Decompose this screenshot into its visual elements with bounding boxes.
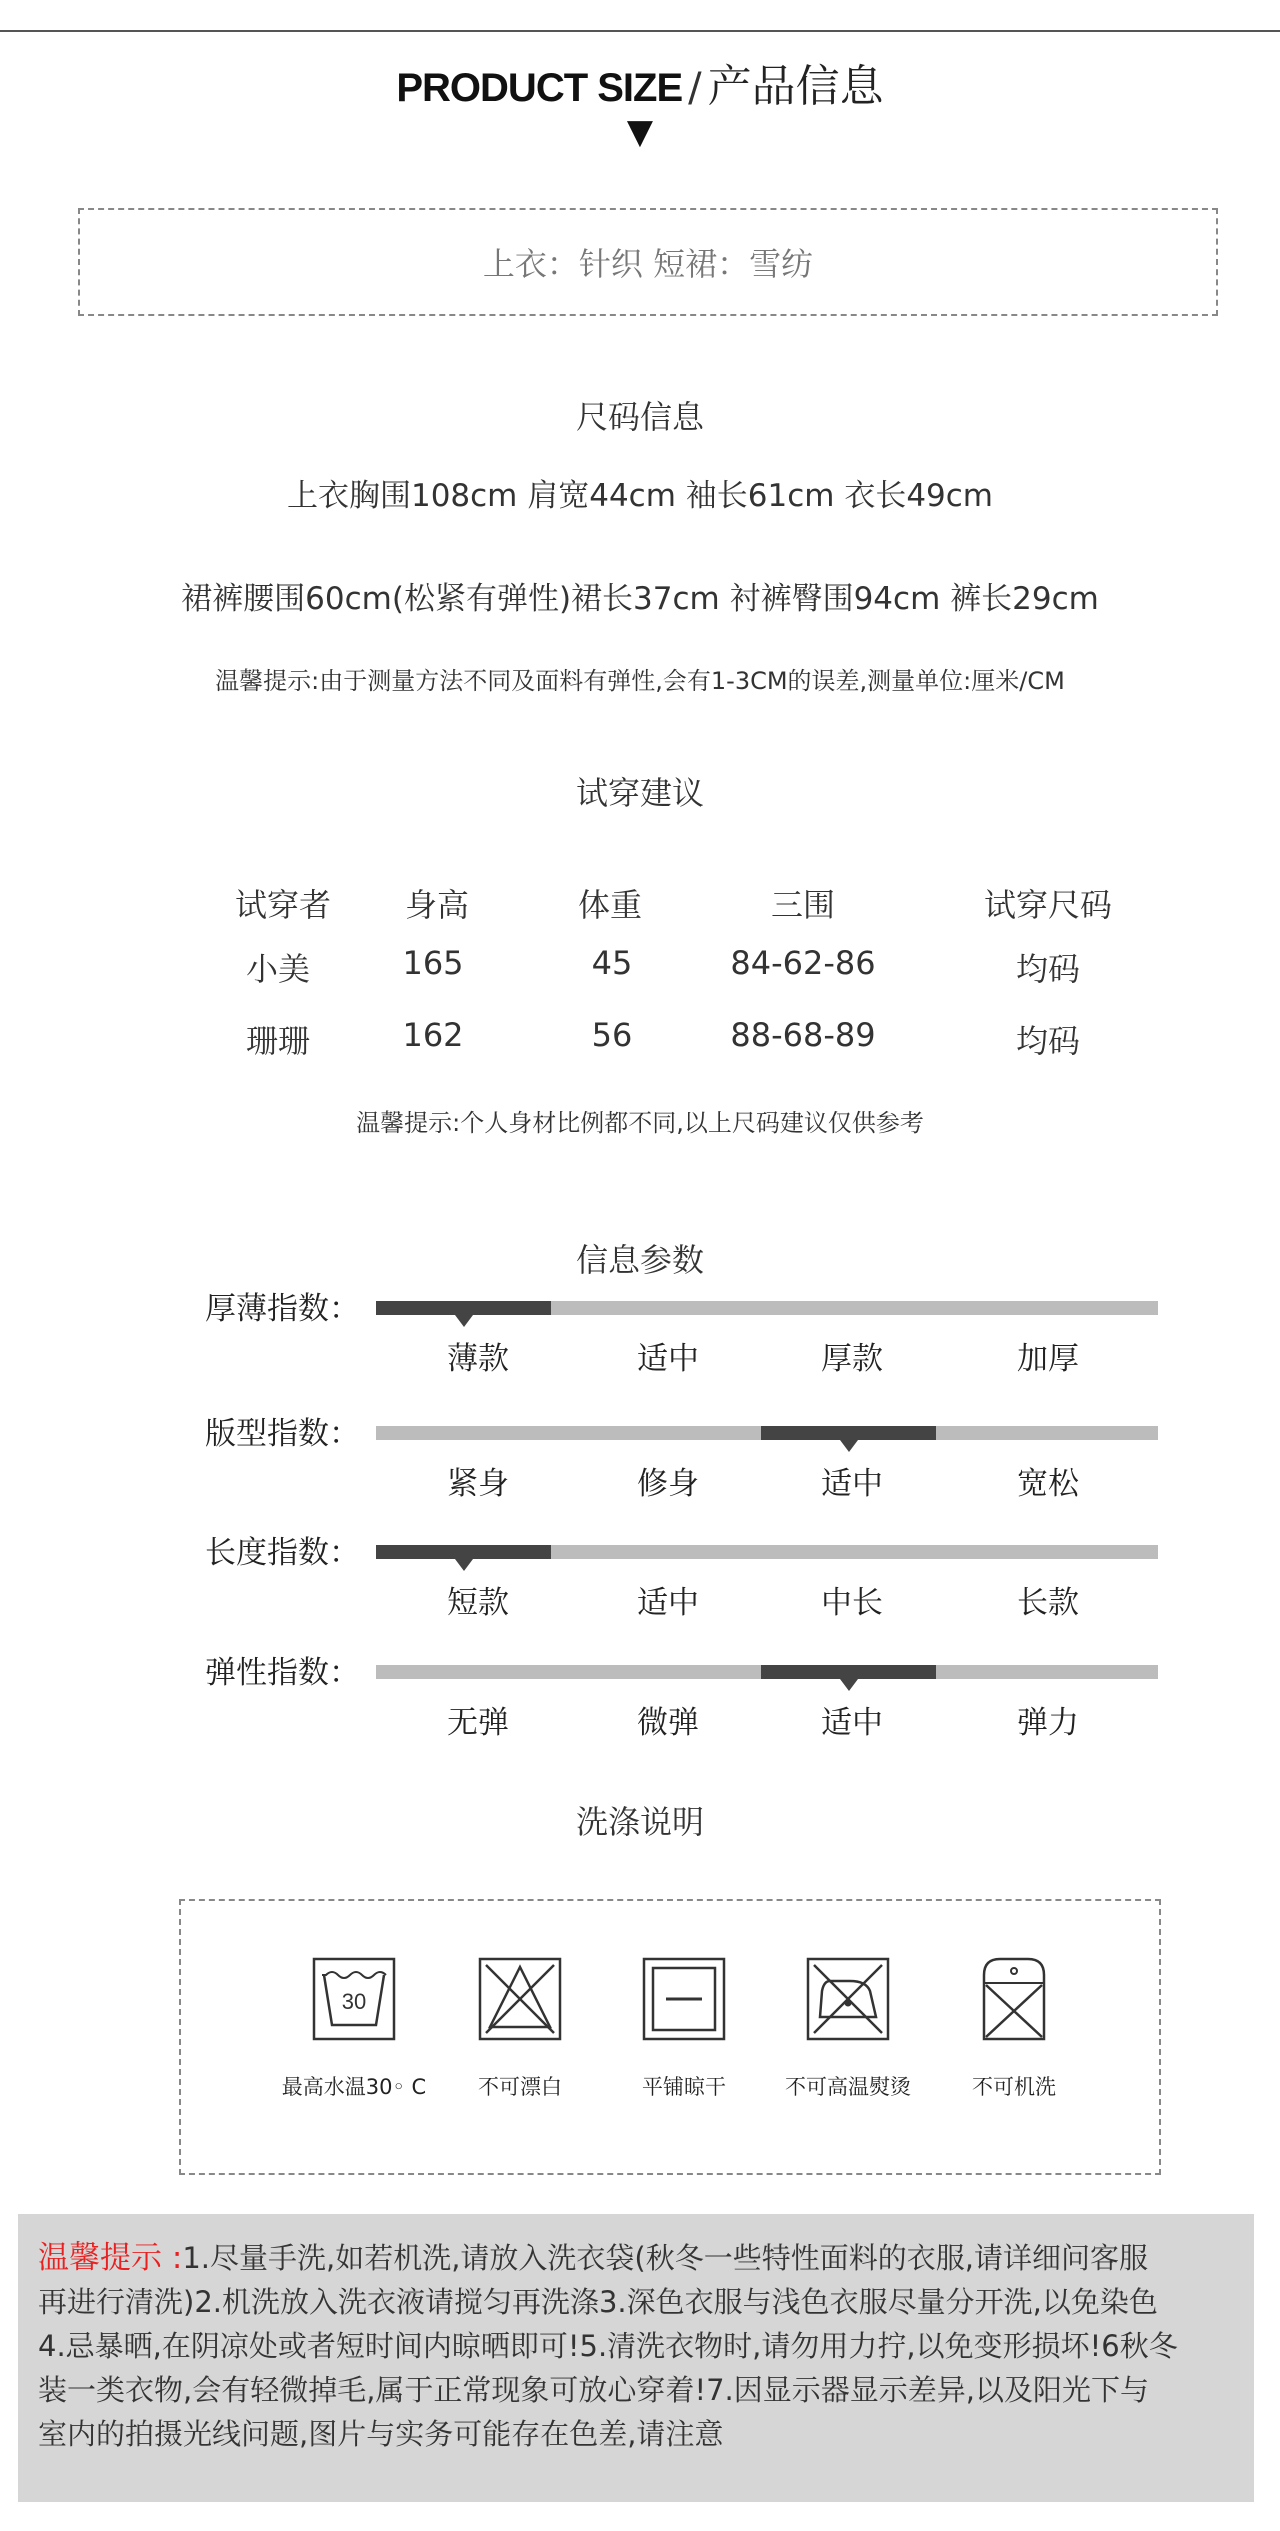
index-marker: [376, 1301, 551, 1315]
index-option: 中长: [821, 1585, 883, 1621]
index-option: 厚款: [821, 1341, 883, 1377]
fit-cell: 56: [591, 1016, 633, 1054]
index-label: 弹性指数：: [205, 1655, 360, 1691]
notice-line: 装一类衣物,会有轻微掉毛,属于正常现象可放心穿着!7.因显示器显示差异,以及阳光下与: [38, 2373, 1149, 2407]
fit-cell: 165: [402, 944, 464, 982]
index-marker: [761, 1426, 936, 1440]
index-option: 适中: [821, 1466, 883, 1502]
header-title-en: PRODUCT SIZE: [396, 66, 683, 110]
index-track: [376, 1545, 1158, 1559]
notice-box: [18, 2214, 1254, 2502]
no-machine-wash-icon: [980, 1957, 1048, 2041]
fit-cell: 45: [591, 944, 633, 982]
wash-title: 洗涤说明: [575, 1803, 704, 1841]
index-option: 弹力: [1017, 1705, 1079, 1741]
wash-label: 不可高温熨烫: [785, 2075, 911, 2099]
index-label: 版型指数：: [205, 1416, 360, 1452]
dry-flat-icon: [642, 1957, 726, 2041]
notice-line: 再进行清洗)2.机洗放入洗衣液请搅匀再洗涤3.深色衣服与浅色衣服尽量分开洗,以免染色: [38, 2285, 1158, 2319]
material-box: [78, 208, 1218, 316]
index-label: 长度指数：: [205, 1535, 360, 1571]
fit-cell: 均码: [1015, 950, 1080, 988]
wash-30-icon: [312, 1957, 396, 2041]
index-track: [376, 1301, 1158, 1315]
fit-cell: 162: [402, 1016, 464, 1054]
no-iron-icon: [806, 1957, 890, 2041]
wash-label: 不可机洗: [972, 2075, 1056, 2099]
notice-line: 4.忌暴晒,在阴凉处或者短时间内晾晒即可!5.清洗衣物时,请勿用力拧,以免变形损坏!6秋冬: [38, 2329, 1178, 2363]
fit-cell: 88-68-89: [730, 1016, 876, 1054]
header-title-cn: 产品信息: [707, 61, 884, 112]
index-option: 长款: [1017, 1585, 1079, 1621]
fit-header-cell: 试穿尺码: [983, 886, 1112, 924]
wash-temp: 30: [341, 1989, 367, 2014]
index-option: 加厚: [1017, 1341, 1079, 1377]
index-option: 短款: [447, 1585, 509, 1621]
notice-label: 温馨提示 :: [38, 2240, 183, 2276]
down-arrow-icon: ▼: [626, 112, 654, 152]
size-bottom-line: 裙裤腰围60cm(松紧有弹性)裙长37cm 衬裤臀围94cm 裤长29cm: [181, 581, 1099, 617]
index-option: 微弹: [637, 1705, 699, 1741]
wash-box: [179, 1899, 1161, 2175]
no-bleach-icon: [478, 1957, 562, 2041]
wash-label: 最高水温30◦ C: [281, 2075, 427, 2099]
fit-advice-title: 试穿建议: [575, 774, 704, 812]
index-track: [376, 1665, 1158, 1679]
notice-line: [38, 2236, 1234, 2280]
header-separator: /: [688, 65, 702, 111]
wash-item: [264, 1957, 444, 2101]
index-option: 适中: [821, 1705, 883, 1741]
index-label: 厚薄指数：: [205, 1291, 360, 1327]
fit-header-cell: 身高: [404, 886, 469, 924]
index-option: 紧身: [447, 1466, 509, 1502]
index-track: [376, 1426, 1158, 1440]
index-option: 修身: [637, 1466, 699, 1502]
fit-tip: 温馨提示:个人身材比例都不同,以上尺码建议仅供参考: [356, 1109, 924, 1137]
top-divider: [0, 30, 1280, 32]
fit-cell: 珊珊: [245, 1022, 310, 1060]
index-marker: [376, 1545, 551, 1559]
wash-label: 不可漂白: [478, 2075, 562, 2099]
fit-cell: 小美: [245, 950, 310, 988]
wash-label: 平铺晾干: [642, 2075, 726, 2099]
index-option: 适中: [637, 1585, 699, 1621]
page-header: [0, 50, 1280, 114]
fit-cell: 84-62-86: [730, 944, 876, 982]
index-option: 适中: [637, 1341, 699, 1377]
index-option: 宽松: [1017, 1466, 1079, 1502]
fit-header-cell: 体重: [577, 886, 642, 924]
fit-header-cell: 试穿者: [234, 886, 331, 924]
index-option: 薄款: [447, 1341, 509, 1377]
wash-item: [924, 1957, 1104, 2101]
wash-item: [758, 1957, 938, 2101]
material-text: 上衣：针织 短裙：雪纺: [482, 245, 814, 283]
wash-item: [430, 1957, 610, 2101]
index-option: 无弹: [447, 1705, 509, 1741]
size-info-title: 尺码信息: [575, 398, 704, 436]
params-title: 信息参数: [575, 1241, 704, 1279]
fit-header-cell: 三围: [770, 886, 835, 924]
index-marker: [761, 1665, 936, 1679]
fit-cell: 均码: [1015, 1022, 1080, 1060]
wash-item: [594, 1957, 774, 2101]
size-tip: 温馨提示:由于测量方法不同及面料有弹性,会有1-3CM的误差,测量单位:厘米/CM: [215, 667, 1065, 695]
notice-line: 室内的拍摄光线问题,图片与实务可能存在色差,请注意: [38, 2417, 724, 2451]
size-top-line: 上衣胸围108cm 肩宽44cm 袖长61cm 衣长49cm: [286, 478, 994, 514]
notice-text: 1.尽量手洗,如若机洗,请放入洗衣袋(秋冬一些特性面料的衣服,请详细问客服: [182, 2241, 1148, 2275]
